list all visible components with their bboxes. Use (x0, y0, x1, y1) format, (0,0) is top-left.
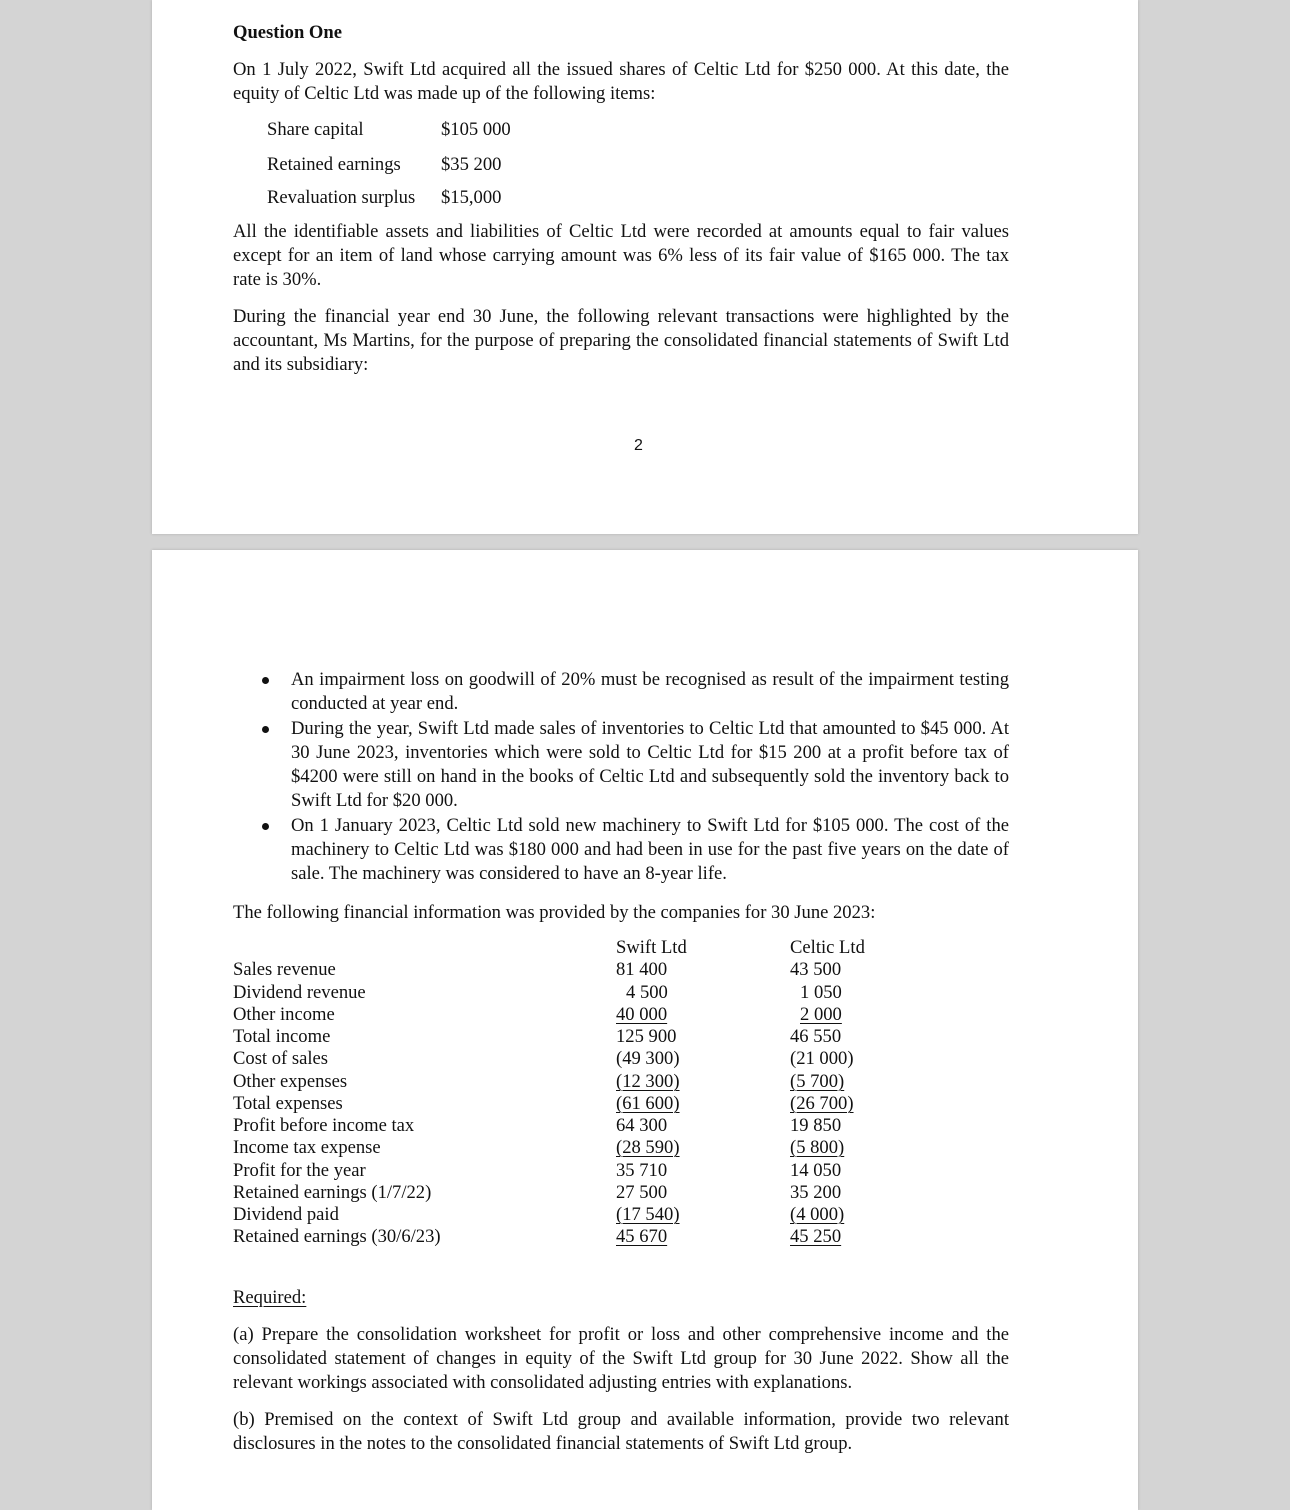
row-label: Retained earnings (30/6/23) (233, 1226, 441, 1247)
question-heading: Question One (233, 22, 342, 43)
swift-value: 35 710 (616, 1160, 668, 1181)
table-row (233, 1071, 933, 1093)
table-row (233, 1115, 933, 1137)
intro-paragraph: On 1 July 2022, Swift Ltd acquired all the issued shares of Celtic Ltd for $250 000. At this date, the equity of Celtic Ltd was made up of the following items: (233, 59, 1009, 104)
swift-value: 64 300 (616, 1115, 668, 1136)
table-row (233, 1226, 933, 1248)
transaction-bullet-list (233, 668, 1009, 886)
bullet-text: During the year, Swift Ltd made sales of inventories to Celtic Ltd that amounted to $45 000. At 30 June 2023, inventories which were sold to Celtic Ltd for $15 200 at a profit before tax of $4200 were still on hand in the books of Celtic Ltd and subsequently sold the inventory back to Swift Ltd for $20 000. (291, 718, 1009, 811)
celtic-value: (5 700) (790, 1071, 845, 1092)
equity-label-retained-earnings: Retained earnings (267, 154, 401, 175)
document-page-1 (152, 0, 1138, 534)
table-row (233, 1204, 933, 1226)
header-celtic: Celtic Ltd (790, 937, 865, 958)
row-label: Sales revenue (233, 959, 336, 980)
swift-value: (17 540) (616, 1204, 680, 1225)
table-row (233, 982, 933, 1004)
bullet-dot-icon (262, 726, 269, 733)
swift-value: (28 590) (616, 1137, 680, 1158)
celtic-value: 1 050 (800, 982, 842, 1003)
bullet-text: An impairment loss on goodwill of 20% must be recognised as result of the impairment testing conducted at year end. (291, 669, 1009, 714)
celtic-value: 43 500 (790, 959, 842, 980)
row-label: Retained earnings (1/7/22) (233, 1182, 432, 1203)
celtic-value: (21 000) (790, 1048, 854, 1069)
celtic-value: 2 000 (800, 1004, 842, 1025)
bullet-text: On 1 January 2023, Celtic Ltd sold new machinery to Swift Ltd for $105 000. The cost of the machinery to Celtic Ltd was $180 000 and had been in use for the past five years on the date of sale. The machinery was considered to have an 8-year life. (291, 815, 1009, 884)
table-row (233, 1160, 933, 1182)
row-label: Dividend revenue (233, 982, 366, 1003)
table-row (233, 1182, 933, 1204)
celtic-value: (4 000) (790, 1204, 845, 1225)
swift-value: 27 500 (616, 1182, 668, 1203)
required-heading: Required: (233, 1287, 307, 1308)
swift-value: (49 300) (616, 1048, 680, 1069)
swift-value: (12 300) (616, 1071, 680, 1092)
celtic-value: (26 700) (790, 1093, 854, 1114)
table-row (233, 1026, 933, 1048)
page-number: 2 (634, 437, 643, 454)
row-label: Dividend paid (233, 1204, 339, 1225)
bullet-item-machinery (233, 814, 1009, 886)
equity-label-share-capital: Share capital (267, 119, 364, 140)
table-row (233, 1004, 933, 1026)
row-label: Profit for the year (233, 1160, 366, 1181)
row-label: Income tax expense (233, 1137, 381, 1158)
row-label: Profit before income tax (233, 1115, 415, 1136)
celtic-value: 19 850 (790, 1115, 842, 1136)
equity-label-revaluation-surplus: Revaluation surplus (267, 187, 416, 208)
header-swift: Swift Ltd (616, 937, 687, 958)
transactions-paragraph: During the financial year end 30 June, the following relevant transactions were highlighted by the accountant, Ms Martins, for the purpose of preparing the consolidated financial statements of Swift Ltd and its subsidiary: (233, 306, 1009, 375)
equity-value-revaluation-surplus: $15,000 (441, 187, 502, 208)
table-row (233, 1048, 933, 1070)
celtic-value: 35 200 (790, 1182, 842, 1203)
row-label: Other expenses (233, 1071, 348, 1092)
table-row (233, 1093, 933, 1115)
swift-value: 40 000 (616, 1004, 668, 1025)
equity-value-share-capital: $105 000 (441, 119, 511, 140)
swift-value: 81 400 (616, 959, 668, 980)
bullet-dot-icon (262, 677, 269, 684)
row-label: Total expenses (233, 1093, 343, 1114)
swift-value: 45 670 (616, 1226, 668, 1247)
row-label: Other income (233, 1004, 335, 1025)
document-page-2 (152, 550, 1138, 1510)
row-label: Cost of sales (233, 1048, 329, 1069)
celtic-value: 46 550 (790, 1026, 842, 1047)
required-part-a: (a) Prepare the consolidation worksheet for profit or loss and other comprehensive income and the consolidated statement of changes in equity of the Swift Ltd group for 30 June 2022. Show all the relevant workings associated with consolidated adjusting entries with explanations. (233, 1324, 1009, 1393)
table-row (233, 959, 933, 981)
celtic-value: (5 800) (790, 1137, 845, 1158)
required-part-b: (b) Premised on the context of Swift Ltd group and available information, provide two relevant disclosures in the notes to the consolidated financial statements of Swift Ltd group. (233, 1409, 1009, 1454)
table-intro: The following financial information was provided by the companies for 30 June 2023: (233, 902, 876, 923)
bullet-item-inventories (233, 717, 1009, 813)
celtic-value: 45 250 (790, 1226, 842, 1247)
celtic-value: 14 050 (790, 1160, 842, 1181)
table-header-row (233, 937, 933, 959)
assets-paragraph: All the identifiable assets and liabilities of Celtic Ltd were recorded at amounts equal to fair values except for an item of land whose carrying amount was 6% less of its fair value of $165 000. The tax rate is 30%. (233, 221, 1009, 290)
bullet-item-goodwill (233, 668, 1009, 716)
bullet-dot-icon (262, 823, 269, 830)
row-label: Total income (233, 1026, 331, 1047)
table-row (233, 1137, 933, 1159)
swift-value: (61 600) (616, 1093, 680, 1114)
swift-value: 4 500 (626, 982, 668, 1003)
equity-value-retained-earnings: $35 200 (441, 154, 502, 175)
swift-value: 125 900 (616, 1026, 677, 1047)
